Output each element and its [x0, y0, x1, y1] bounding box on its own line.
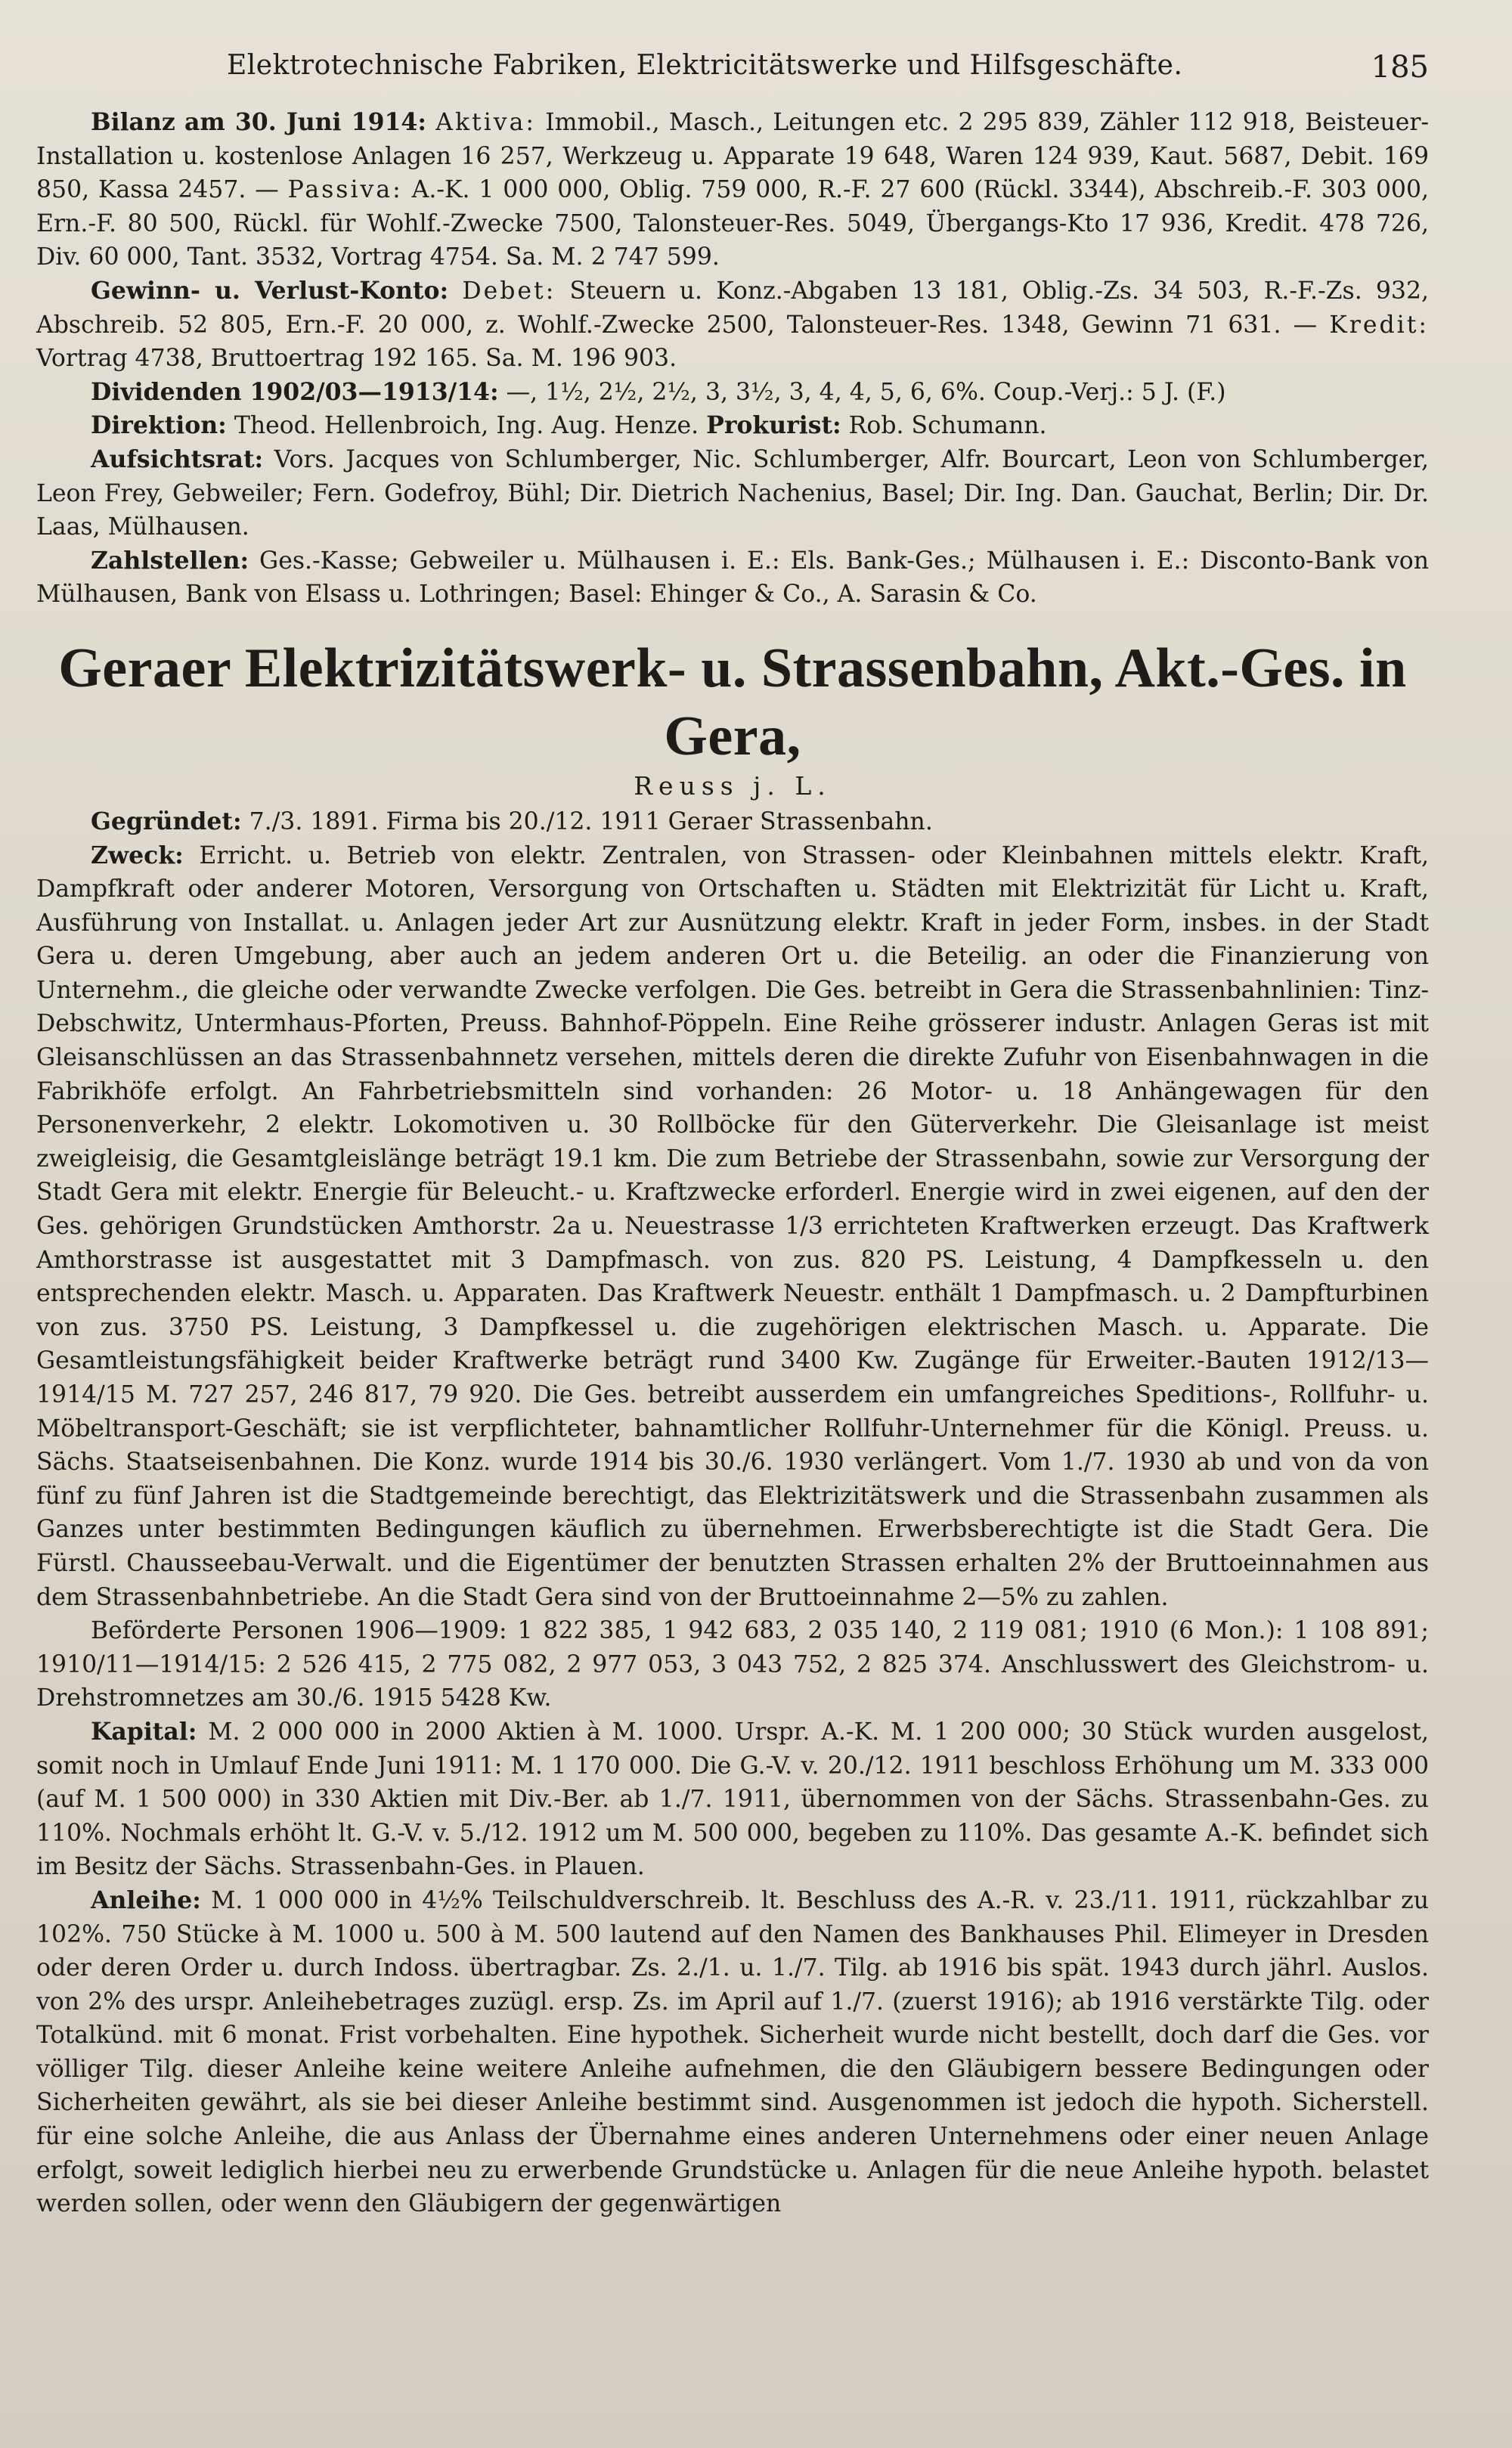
bilanz-label: Bilanz	[91, 108, 175, 136]
gegruendet-label: Gegründet:	[91, 807, 242, 835]
zahlstellen-text: Ges.-Kasse; Gebweiler u. Mülhausen i. E.: Els. Bank-Ges.; Mülhausen i. E.: Disconto-Bank von Mülhausen, Bank von Elsass u. Lothringen; Basel: Ehinger & Co., A. Sarasin & Co.	[36, 547, 1430, 609]
debet-label: Debet:	[462, 277, 556, 305]
direktion-paragraph	[36, 409, 1429, 443]
anleihe-text: M. 1 000 000 in 4½% Teilschuldverschreib. lt. Beschluss des A.-R. v. 23./11. 1911, rückzahlbar zu 102%. 750 Stücke à M. 1000 u. 500 à M. 500 lautend auf den Namen des Bankhauses Phil. Elimeyer in Dresden oder deren Order u. durch Indoss. übertragbar. Zs. 2./1. u. 1./7. Tilg. ab 1916 bis spät. 1943 durch jährl. Auslos. von 2% des urspr. Anleihebetrages zuzügl. ersp. Zs. im April auf 1./7. (zuerst 1916); ab 1916 verstärkte Tilg. oder Totalkünd. mit 6 monat. Frist vorbehalten. Eine hypothek. Sicherheit wurde nicht bestellt, doch darf die Ges. vor völliger Tilg. dieser Anleihe keine weitere Anleihe aufnehmen, die den Gläubigern bessere Bedingungen oder Sicherheiten gewährt, als sie bei dieser Anleihe bestimmt sind. Ausgenommen ist jedoch die hypoth. Sicherstell. für eine solche Anleihe, die aus Anlass der Übernahme eines anderen Unternehmens oder einer neuen Anlage erfolgt, soweit lediglich hierbei neu zu erwerbende Grundstücke u. Anlagen für die neue Anleihe hypoth. belastet werden sollen, oder wenn den Gläubigern der gegenwärtigen	[36, 1886, 1429, 2218]
anleihe-label: Anleihe:	[91, 1886, 201, 1914]
page-header	[227, 50, 1429, 95]
bilanz-date: am 30. Juni 1914:	[184, 108, 426, 136]
running-head: Elektrotechnische Fabriken, Elektricitätswerke und Hilfsgeschäfte.	[227, 50, 1183, 81]
dividenden-label: Dividenden 1902/03—1913/14:	[91, 377, 499, 406]
aktiva-label: Aktiva:	[435, 109, 536, 136]
kapital-label: Kapital:	[91, 1717, 197, 1746]
page-number: 185	[1371, 50, 1429, 85]
body-text	[36, 106, 1429, 2221]
company-title: Geraer Elektrizitätswerk- u. Strassenbahn, Akt.-Ges. in Gera,	[58, 637, 1407, 767]
befoerderte-text: Beförderte Personen 1906—1909: 1 822 385, 1 942 683, 2 035 140, 2 119 081; 1910 (6 Mon.): 1 108 891; 1910/11—1914/15: 2 526 415, 2 775 082, 2 977 053, 3 043 752, 2 825 374. Anschlusswert des Gleichstrom- u. Drehstromnetzes am 30./6. 1915 5428 Kw.	[36, 1617, 1429, 1712]
zweck-text: Erricht. u. Betrieb von elektr. Zentralen, von Strassen- oder Kleinbahnen mittels elektr. Kraft, Dampfkraft oder anderer Motoren, Versorgung von Ortschaften u. Städten mit Elektrizität für Licht u. Kraft, Ausführung von Installat. u. Anlagen jeder Art zur Ausnützung elektr. Kraft in jeder Form, insbes. in der Stadt Gera u. deren Umgebung, aber auch an jedem anderen Ort u. die Beteilig. an oder die Finanzierung von Unternehm., die gleiche oder verwandte Zwecke verfolgen. Die Ges. betreibt in Gera die Strassenbahnlinien: Tinz-Debschwitz, Untermhaus-Pforten, Preuss. Bahnhof-Pöppeln. Eine Reihe grösserer industr. Anlagen Geras ist mit Gleisanschlüssen an das Strassenbahnnetz versehen, mittels deren die direkte Zufuhr von Eisenbahnwagen in die Fabrikhöfe erfolgt. An Fahrbetriebsmitteln sind vorhanden: 26 Motor- u. 18 Anhängewagen für den Personenverkehr, 2 elektr. Lokomotiven u. 30 Rollböcke für den Güterverkehr. Die Gleisanlage ist meist zweigleisig, die Gesamtgleislänge beträgt 19.1 km. Die zum Betriebe der Strassenbahn, sowie zur Versorgung der Stadt Gera mit elektr. Energie für Beleucht.- u. Kraftzwecke erforderl. Energie wird in zwei eigenen, auf den der Ges. gehörigen Grundstücken Amthorstr. 2a u. Neuestrasse 1/3 errichteten Kraftwerken erzeugt. Das Kraftwerk Amthorstrasse ist ausgestattet mit 3 Dampfmasch. von zus. 820 PS. Leistung, 4 Dampfkesseln u. den entsprechenden elektr. Masch. u. Apparaten. Das Kraftwerk Neuestr. enthält 1 Dampfmasch. u. 2 Dampfturbinen von zus. 3750 PS. Leistung, 3 Dampfkessel u. die zugehörigen elektrischen Masch. u. Apparate. Die Gesamtleistungsfähigkeit beider Kraftwerke beträgt rund 3400 Kw. Zugänge für Erweiter.-Bauten 1912/13—1914/15 M. 727 257, 246 817, 79 920. Die Ges. betreibt ausserdem ein umfangreiches Speditions-, Rollfuhr- u. Möbeltransport-Geschäft; sie ist verpflichteter, bahnamtlicher Rollfuhr-Unternehmer für die Königl. Preuss. u. Sächs. Staatseisenbahnen. Die Konz. wurde 1914 bis 30./6. 1930 verlängert. Vom 1./7. 1930 ab und von da von fünf zu fünf Jahren ist die Stadtgemeinde berechtigt, das Elektrizitätswerk und die Strassenbahn zusammen als Ganzes unter bestimmten Bedingungen käuflich zu übernehmen. Erwerbsberechtigte ist die Stadt Gera. Die Fürstl. Chausseebau-Verwalt. und die Eigentümer der benutzten Strassen erhalten 2% der Bruttoeinnahmen aus dem Strassenbahnbetriebe. An die Stadt Gera sind von der Bruttoeinnahme 2—5% zu zahlen.	[36, 841, 1430, 1611]
prokurist-label: Prokurist:	[706, 411, 841, 440]
zahlstellen-paragraph	[36, 544, 1429, 612]
bilanz-paragraph	[36, 106, 1429, 274]
anleihe-paragraph	[36, 1884, 1429, 2221]
aufsichtsrat-paragraph	[36, 443, 1429, 544]
guv-paragraph	[36, 274, 1429, 376]
direktion-label: Direktion:	[91, 411, 227, 440]
zahlstellen-label: Zahlstellen:	[91, 546, 249, 575]
aufsichtsrat-text: Vors. Jacques von Schlumberger, Nic. Schlumberger, Alfr. Bourcart, Leon von Schlumberger, Leon Frey, Gebweiler; Fern. Godefroy, Bühl; Dir. Dietrich Nachenius, Basel; Dir. Ing. Dan. Gauchat, Berlin; Dir. Dr. Laas, Mülhausen.	[36, 445, 1429, 541]
dividenden-paragraph	[36, 376, 1429, 410]
passiva-label: Passiva:	[287, 176, 403, 204]
kredit-label: Kredit:	[1329, 311, 1429, 339]
kapital-paragraph	[36, 1715, 1429, 1884]
bilanz-passiva: A.-K. 1 000 000, Oblig. 759 000, R.-F. 27 600 (Rückl. 3344), Abschreib.-F. 303 000, Ern.-F. 80 500, Rückl. für Wohlf.-Zwecke 7500, Talonsteuer-Res. 5049, Übergangs-Kto 17 936, Kredit. 478 726, Div. 60 000, Tant. 3532, Vortrag 4754. Sa. M. 2 747 599.	[36, 176, 1429, 271]
zweck-label: Zweck:	[91, 841, 184, 869]
zweck-paragraph	[36, 839, 1429, 1615]
dividenden-text: —, 1½, 2½, 2½, 3, 3½, 3, 4, 4, 5, 6, 6%. Coup.-Verj.: 5 J. (F.)	[506, 378, 1226, 406]
prokurist-text: Rob. Schumann.	[848, 412, 1047, 440]
company-location: Reuss j. L.	[634, 770, 832, 801]
guv-label: Gewinn- u. Verlust-Konto:	[91, 276, 449, 305]
gegruendet-text: 7./3. 1891. Firma bis 20./12. 1911 Geraer Strassenbahn.	[249, 807, 933, 835]
aufsichtsrat-label: Aufsichtsrat:	[91, 445, 264, 473]
gegruendet-paragraph	[36, 805, 1429, 839]
guv-kredit: Vortrag 4738, Bruttoertrag 192 165. Sa. M. 196 903.	[36, 345, 677, 373]
kapital-text: M. 2 000 000 in 2000 Aktien à M. 1000. Urspr. A.-K. M. 1 200 000; 30 Stück wurden ausgelost, somit noch in Umlauf Ende Juni 1911: M. 1 170 000. Die G.-V. v. 20./12. 1911 beschloss Erhöhung um M. 333 000 (auf M. 1 500 000) in 330 Aktien mit Div.-Ber. ab 1./7. 1911, übernommen von der Sächs. Strassenbahn-Ges. zu 110%. Nochmals erhöht lt. G.-V. v. 5./12. 1912 um M. 500 000, begeben zu 110%. Das gesamte A.-K. befindet sich im Besitz der Sächs. Strassenbahn-Ges. in Plauen.	[36, 1718, 1430, 1881]
direktion-text: Theod. Hellenbroich, Ing. Aug. Henze.	[234, 412, 699, 440]
befoerderte-paragraph	[36, 1614, 1429, 1715]
bilanz-aktiva: Immobil., Masch., Leitungen etc. 2 295 839, Zähler 112 918, Beisteuer-Installation u. kostenlose Anlagen 16 257, Werkzeug u. Apparate 19 648, Waren 124 939, Kaut. 5687, Debit. 169 850, Kassa 2457. —	[36, 109, 1430, 204]
guv-debet: Steuern u. Konz.-Abgaben 13 181, Oblig.-Zs. 34 503, R.-F.-Zs. 932, Abschreib. 52 805, Ern.-F. 20 000, z. Wohlf.-Zwecke 2500, Talonsteuer-Res. 1348, Gewinn 71 631. —	[36, 277, 1430, 339]
